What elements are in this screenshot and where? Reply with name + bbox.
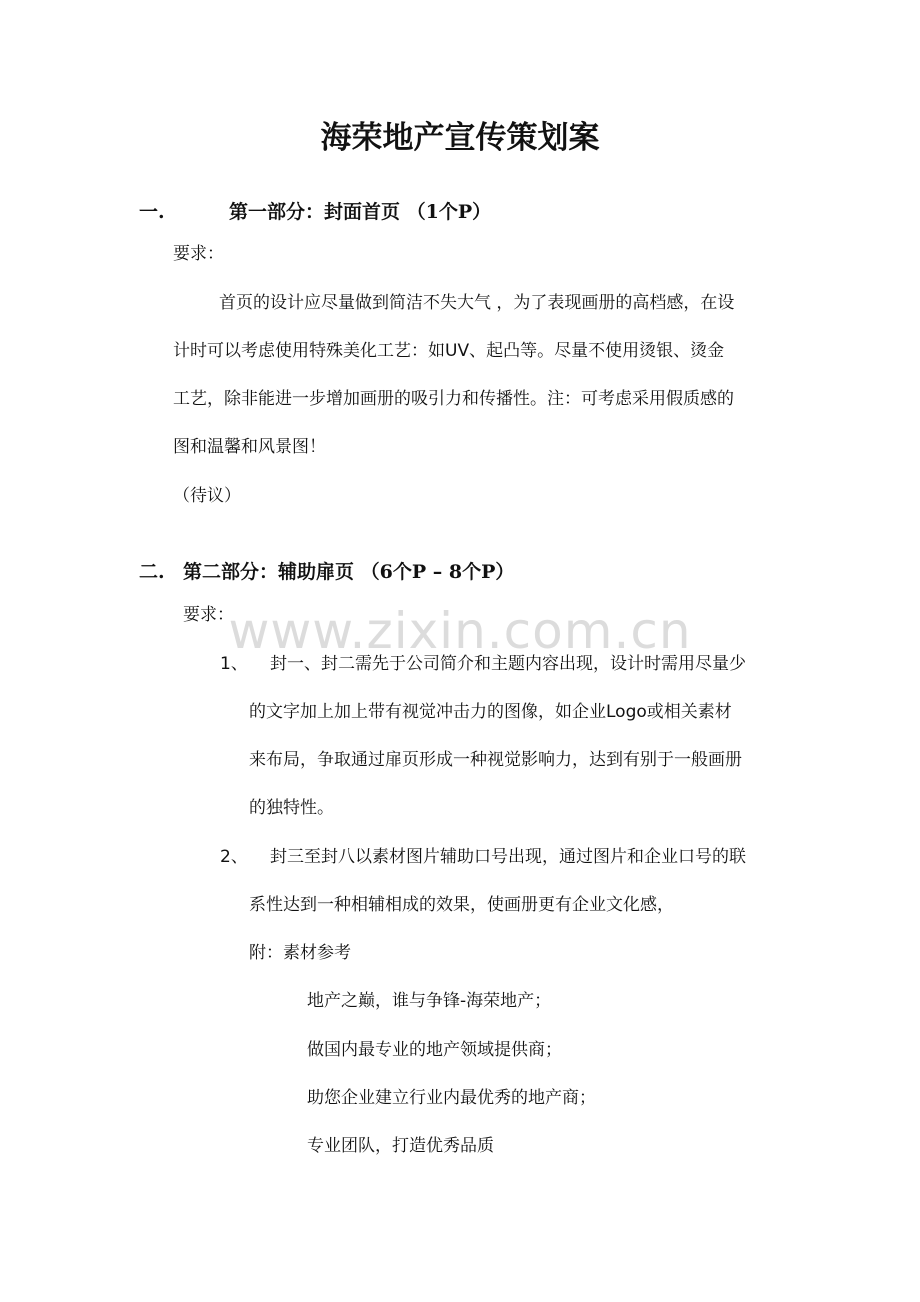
section1-requirement-label: 要求： [173, 244, 224, 264]
list-item-line: 来布局，争取通过扉页形成一种视觉影响力，达到有别于一般画册 [249, 750, 742, 770]
appendix-label: 附：素材参考 [249, 943, 351, 963]
list-item-marker: 1、 [220, 654, 248, 674]
slogan-line: 地产之巅，谁与争锋-海荣地产； [307, 991, 552, 1011]
section1-paragraph-line: 图和温馨和风景图！ [173, 437, 326, 457]
section1-number: 一. [139, 201, 165, 223]
section1-paragraph-line: 首页的设计应尽量做到简洁不失大气 ，为了表现画册的高档感，在设 [219, 293, 735, 313]
page-title: 海荣地产宣传策划案 [320, 120, 600, 156]
watermark: www.zixin.com.cn [228, 602, 692, 660]
section2-number: 二. [139, 561, 165, 583]
section2-heading: 第二部分：辅助扉页 （6个P – 8个P） [183, 561, 515, 583]
section1-paragraph-line: 计时可以考虑使用特殊美化工艺：如UV、起凸等。尽量不使用烫银、烫金 [173, 341, 725, 361]
list-item-line: 的文字加上加上带有视觉冲击力的图像，如企业Logo或相关素材 [249, 702, 732, 722]
section1-paragraph-line: 工艺，除非能进一步增加画册的吸引力和传播性。注：可考虑采用假质感的 [173, 389, 734, 409]
list-item-line: 的独特性。 [249, 798, 334, 818]
slogan-line: 做国内最专业的地产领域提供商； [307, 1040, 562, 1060]
section2-requirement-label: 要求： [183, 605, 234, 625]
list-item-line: 封一、封二需先于公司简介和主题内容出现，设计时需用尽量少 [270, 654, 746, 674]
list-item-marker: 2、 [220, 847, 248, 867]
list-item-line: 系性达到一种相辅相成的效果，使画册更有企业文化感， [249, 895, 674, 915]
list-item-line: 封三至封八以素材图片辅助口号出现，通过图片和企业口号的联 [270, 847, 746, 867]
section1-heading: 第一部分：封面首页 （1个P） [229, 201, 492, 223]
slogan-line: 专业团队，打造优秀品质 [307, 1136, 494, 1156]
section1-note: （待议） [173, 486, 241, 506]
slogan-line: 助您企业建立行业内最优秀的地产商； [307, 1088, 596, 1108]
